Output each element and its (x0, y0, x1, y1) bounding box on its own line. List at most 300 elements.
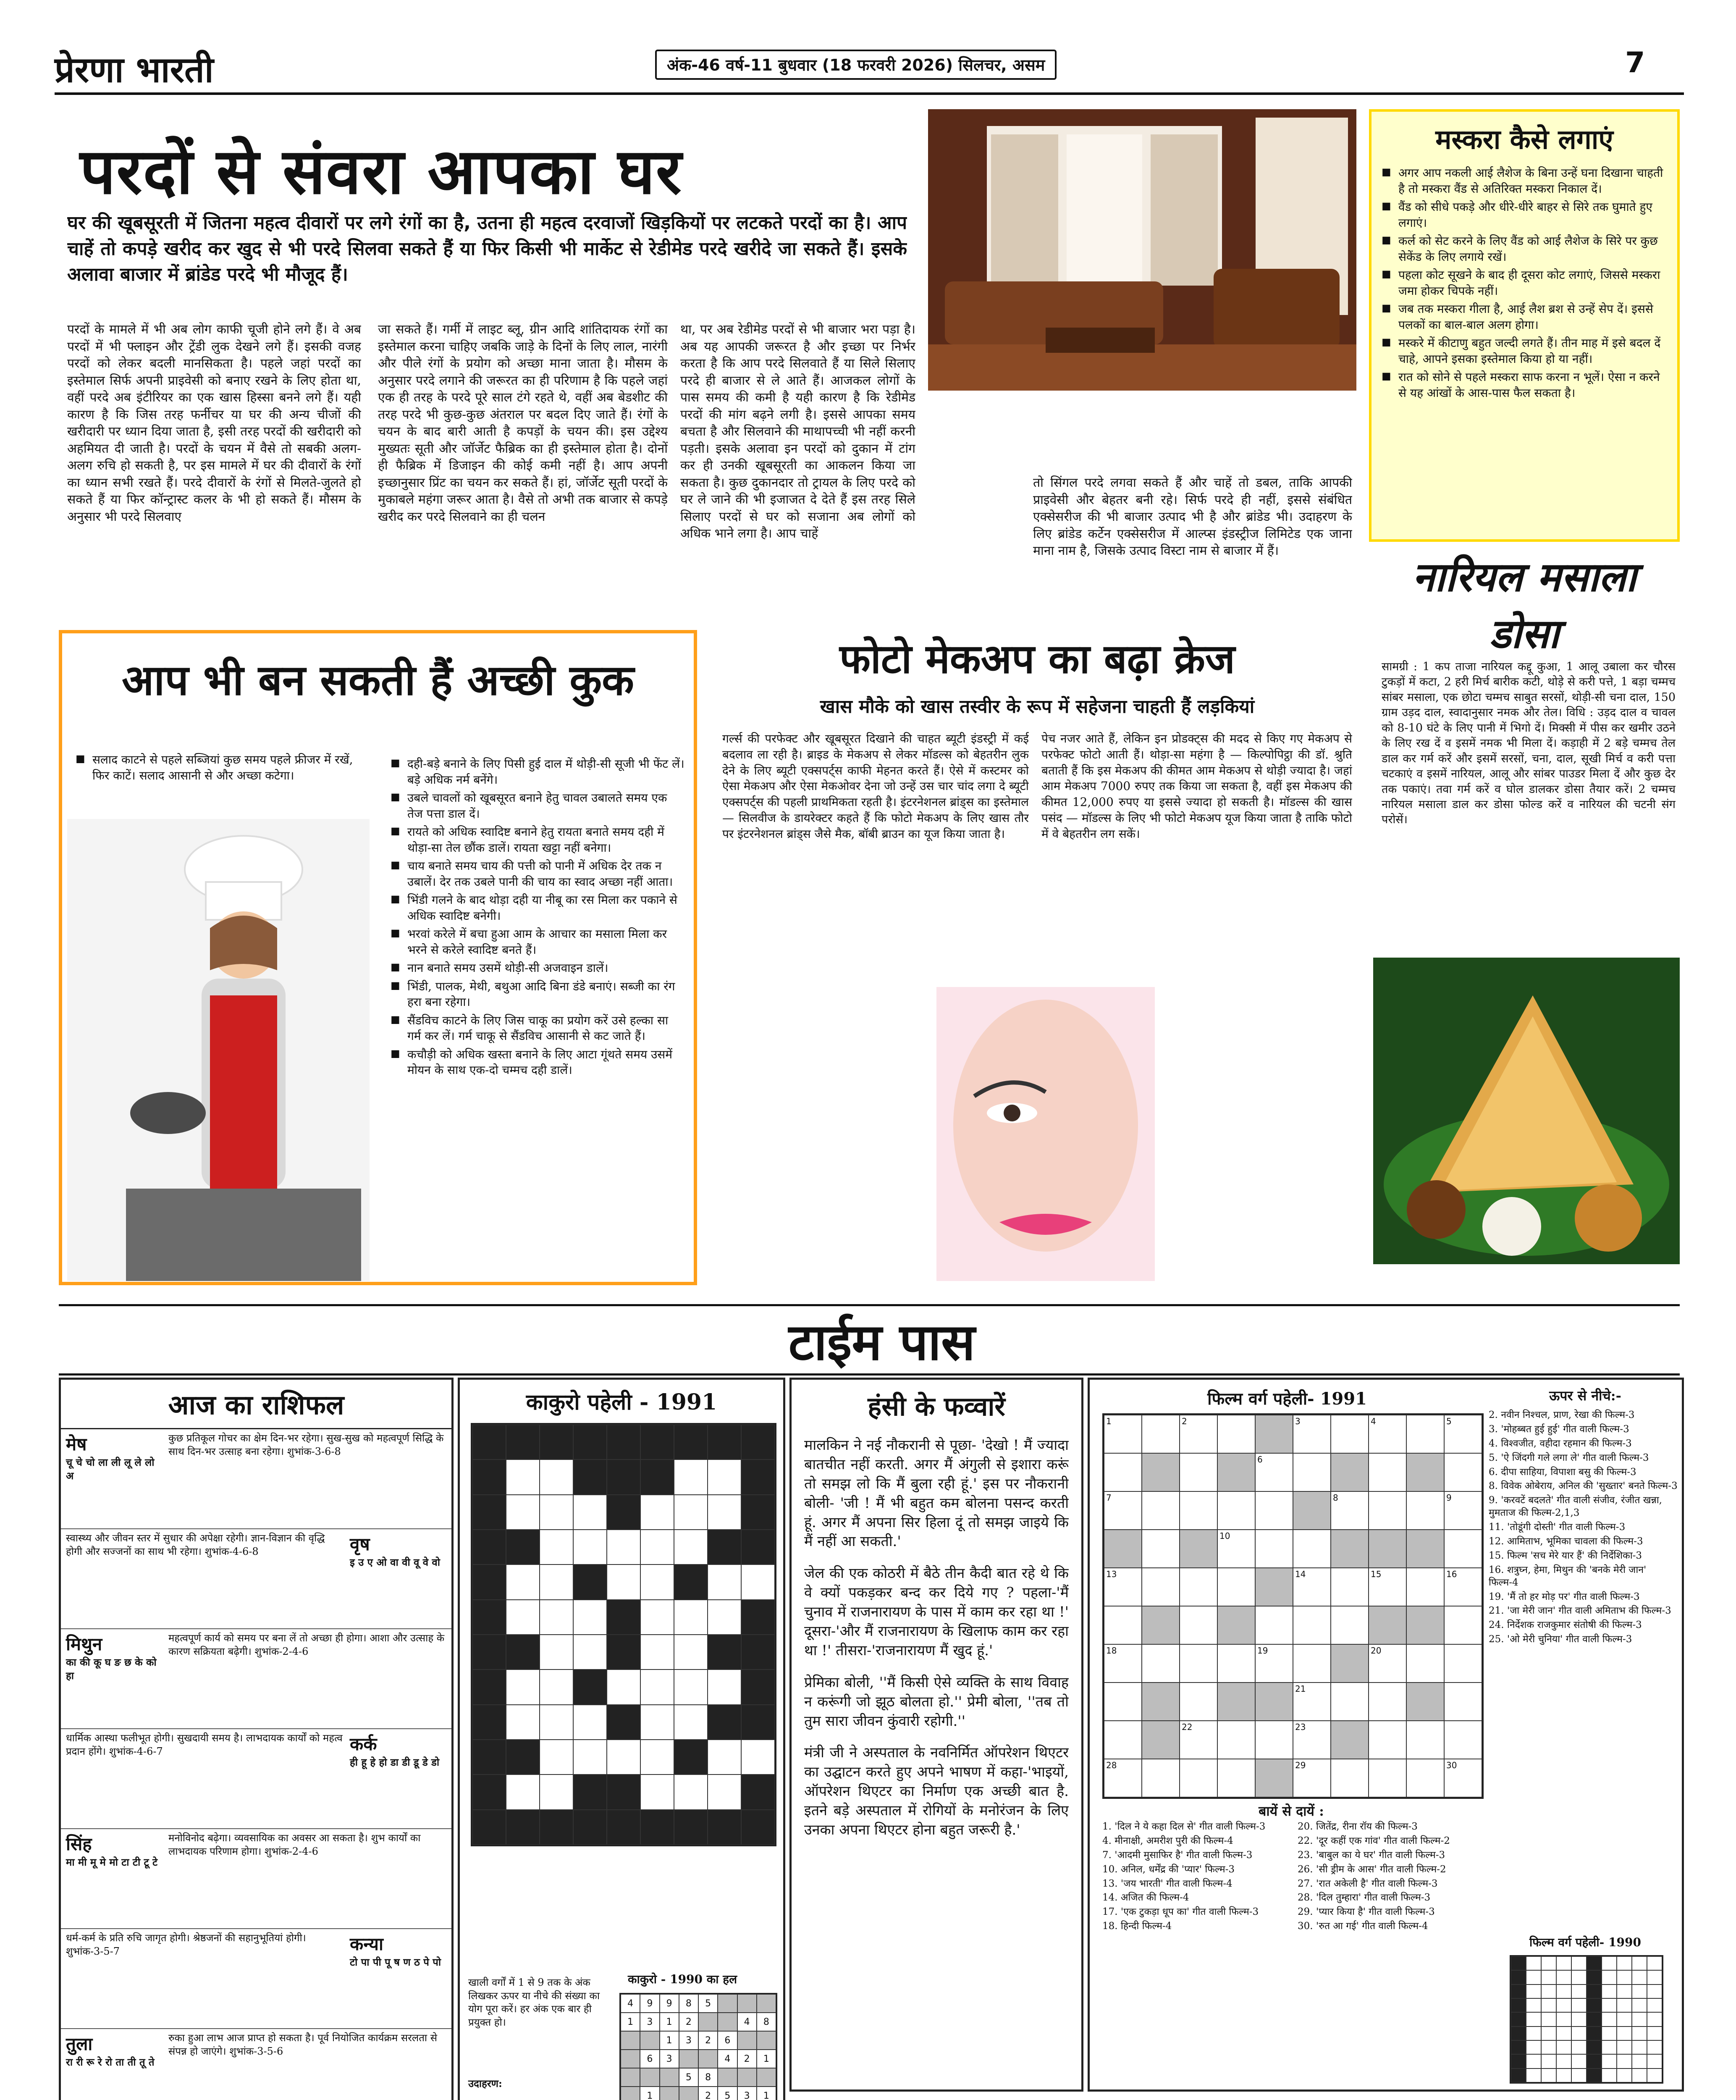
film-solution-cell (1541, 2026, 1556, 2040)
film-across-clue: 29. 'प्यार किया है' गीत वाली फिल्म-3 (1298, 1906, 1435, 1918)
kakuro-cell (640, 1530, 674, 1564)
film-crossword-box (1088, 1378, 1684, 2092)
kakuro-solution-cell: 4 (718, 2050, 737, 2068)
kakuro-clue-cell (741, 1774, 775, 1809)
mascara-tips (1382, 165, 1667, 401)
film-down-clue: 6. दीपा साहिया, विपाशा बसु की फिल्म-3 (1489, 1466, 1636, 1478)
crossword-cell (1369, 1415, 1406, 1453)
crossword-block (1369, 1606, 1406, 1644)
kakuro-clue-cell (674, 1810, 708, 1845)
kakuro-cell (708, 1600, 741, 1635)
kakuro-grid (471, 1423, 776, 1846)
dosa-photo (1373, 958, 1680, 1264)
kakuro-clue-cell (506, 1530, 540, 1564)
kakuro-clue-cell (607, 1635, 640, 1670)
crossword-cell (1104, 1415, 1142, 1453)
crossword-cell (1369, 1491, 1406, 1530)
kakuro-cell (640, 1705, 674, 1740)
kakuro-clue-cell (741, 1635, 775, 1670)
crossword-cell (1255, 1644, 1293, 1683)
crossword-cell (1444, 1530, 1482, 1568)
film-solution-cell (1617, 1970, 1632, 1984)
crossword-cell (1180, 1759, 1217, 1797)
film-across-clue: 30. 'रुत आ गई' गीत वाली फिल्म-4 (1298, 1921, 1428, 1932)
kakuro-clue-cell (607, 1774, 640, 1809)
film-solution-cell (1602, 1956, 1617, 1970)
film-solution-cell (1556, 1998, 1571, 2012)
kakuro-clue-cell (741, 1460, 775, 1494)
cell-number: 2 (1182, 1416, 1187, 1426)
film-solution-cell (1556, 2026, 1571, 2040)
cell-number: 28 (1106, 1760, 1117, 1770)
crossword-cell (1255, 1606, 1293, 1644)
rashi-name: तुला (66, 2034, 93, 2054)
crossword-cell (1217, 1491, 1255, 1530)
rashi-name: कन्या (350, 1934, 383, 1954)
kakuro-clue-cell (573, 1670, 607, 1704)
kakuro-clue-cell (741, 1530, 775, 1564)
film-solution-cell (1602, 1984, 1617, 1998)
crossword-cell (1255, 1721, 1293, 1759)
kakuro-solution-cell (737, 1994, 757, 2013)
cell-number: 6 (1257, 1454, 1263, 1465)
kakuro-cell (708, 1460, 741, 1494)
jokes-title: हंसी के फव्वारें (868, 1391, 1005, 1422)
film-across-title: बायें से दायें : (1259, 1803, 1324, 1819)
kakuro-solution-cell: 2 (679, 2013, 698, 2031)
crossword-cell (1180, 1721, 1217, 1759)
rashi-text: रुका हुआ लाभ आज प्राप्त हो सकता है। पूर्व नियोजित कार्यक्रम सरलता से संपन्न हो जाएंगे। शुभांक-3-5-6 (168, 2032, 437, 2057)
film-solution-cell (1511, 2054, 1526, 2068)
film-across-clue: 22. 'दूर कहीं एक गांव' गीत वाली फिल्म-2 (1298, 1835, 1450, 1846)
film-solution-cell (1617, 2012, 1632, 2026)
film-down-title: ऊपर से नीचे:- (1549, 1388, 1621, 1404)
cell-number: 7 (1106, 1493, 1112, 1503)
kakuro-cell (674, 1635, 708, 1670)
kakuro-cell (540, 1740, 573, 1774)
crossword-block (1142, 1606, 1180, 1644)
film-down-clue: 25. 'ओ मेरी चुनिया' गीत वाली फिल्म-3 (1489, 1634, 1632, 1645)
cook-tip: ■ नान बनाते समय उसमें थोड़ी-सी अजवाइन डालें। (391, 960, 684, 976)
kakuro-solution-cell (621, 2068, 640, 2087)
crossword-cell (1142, 1759, 1180, 1797)
crossword-cell (1293, 1644, 1331, 1683)
kakuro-solution-cell (660, 2068, 679, 2087)
kakuro-cell (741, 1740, 775, 1774)
crossword-cell (1104, 1606, 1142, 1644)
film-solution-cell (1647, 2054, 1662, 2068)
curtains-col-4: तो सिंगल परदे लगवा सकते हैं और चाहें तो डबल, ताकि आपकी प्राइवेसी और बेहतर बनी रहे। सिर्फ परदे ही नहीं, इससे संबंधित एक्सेसरीज की भी बाजार उत्पाद भी है और ब्रांडेड भी। उदाहरण के लिए ब्रांडेड कर्टेन एक्सेसरीज में आल्प्स इंडस्ट्रीज लिमिटेड एक जाना माना नाम है, जिसके उत्पाद विस्टा नाम से बाजार में हैं। (1033, 475, 1352, 558)
crossword-cell (1444, 1606, 1482, 1644)
film-solution-cell (1632, 2012, 1647, 2026)
film-down-clues (1489, 1409, 1678, 1648)
cell-number: 16 (1446, 1569, 1457, 1579)
film-solution-cell (1602, 1998, 1617, 2012)
kakuro-cell (674, 1670, 708, 1704)
crossword-cell (1180, 1606, 1217, 1644)
rashi-entry (61, 1529, 451, 1629)
film-solution-cell (1602, 2068, 1617, 2082)
film-solution-cell (1556, 2040, 1571, 2054)
rashi-text: महत्वपूर्ण कार्य को समय पर बना लें तो अच्छा ही होगा। आशा और उत्साह के कारण सक्रियता बढ़ेगी। शुभांक-2-4-6 (168, 1632, 445, 1657)
kakuro-clue-cell (741, 1600, 775, 1635)
kakuro-instructions: खाली वर्गों में 1 से 9 तक के अंक लिखकर ऊपर या नीचे की संख्या का योग पूरा करें। हर अंक एक बार ही प्रयुक्त हो। (468, 1977, 600, 2029)
film-down-clue: 11. 'तोडूंगी दोस्ती' गीत वाली फिल्म-3 (1489, 1522, 1626, 1533)
crossword-cell (1180, 1644, 1217, 1683)
film-solution-cell (1511, 2012, 1526, 2026)
crossword-cell (1369, 1453, 1406, 1491)
rashi-letters: मा मी मू मे मो टा टी टू टे (66, 1856, 158, 1868)
kakuro-solution-cell (698, 2050, 718, 2068)
kakuro-solution-cell: 1 (757, 2050, 776, 2068)
kakuro-solution-cell (718, 1994, 737, 2013)
film-solution-cell (1571, 1984, 1587, 1998)
film-solution-cell (1647, 1970, 1662, 1984)
film-solution-cell (1632, 2040, 1647, 2054)
film-solution-cell (1647, 1984, 1662, 1998)
kakuro-solution-cell: 3 (640, 2013, 659, 2031)
kakuro-clue-cell (741, 1495, 775, 1530)
kakuro-clue-cell (708, 1530, 741, 1564)
crossword-cell (1331, 1606, 1369, 1644)
curtains-col-3: था, पर अब रेडीमेड परदों से भी बाजार भरा पड़ा है। अब यह आपकी जरूरत है और इच्छा पर निर्भर करता है कि आप परदे सिलवाते हैं या सिले सिलाए परदे ही बाजार से ले आते हैं। आजकल लोगों के पास समय की कमी है यही कारण है कि रेडीमेड परदों की मांग बढ़ने लगी है। इससे आपका समय बचता है और सिलवाने की माथापच्ची भी नहीं करनी पड़ती। इसके अलावा इन परदों को दुकान में टांग कर ही उनकी खूबसूरती का आकलन किया जा सकता है। कुछ दुकानदार तो ट्रायल के लिए परदे को घर ले जाने की भी इजाजत दे देते हैं इस तरह सिले सिलाए परदों से घर को सजाना अब लोगों को अधिक भाने लगा है। आप चाहें (680, 322, 915, 541)
curtains-col-2: जा सकते हैं। गर्मी में लाइट ब्लू, ग्रीन आदि शांतिदायक रंगों का इस्तेमाल करना चाहिए जबकि जाड़े के दिनों के लिए लाल, नारंगी और पीले रंगों के प्रयोग को अच्छा माना जाता है। मौसम के अनुसार परदे लगाने की जरूरत का ही परिणाम है कि पहले जहां एक ही तरह के परदे पूरे साल टंगे रहते थे, वहीं अब बेडशीट की तरह परदे भी कुछ-कुछ अंतराल पर बदल दिए जाते हैं। रंगों के चयन के बाद बारी आती है कपड़ों के चयन की। इस उद्देश्य मुख्यतः सूती और जॉर्जेट फैब्रिक का ही इस्तेमाल होता है। दोनों ही फैब्रिक में डिजाइन की कोई कमी नहीं है। आप अपनी इच्छानुसार प्रिंट का चयन कर सकते हैं। हां, जॉर्जेट सूती परदों के मुकाबले महंगा जरूर आता है। वैसे तो अभी तक बाजार से कपड़े खरीद कर परदे सिलवाने का ही चलन (378, 322, 668, 524)
film-solution-cell (1587, 1970, 1602, 1984)
rashi-entry (61, 1929, 451, 2029)
film-solution-cell (1587, 2026, 1602, 2040)
timepass-title: टाईम पास (788, 1312, 976, 1372)
cell-number: 3 (1295, 1416, 1301, 1426)
film-solution-cell (1541, 2040, 1556, 2054)
kakuro-clue-cell (472, 1635, 506, 1670)
kakuro-cell (506, 1460, 540, 1494)
kakuro-cell (540, 1600, 573, 1635)
film-solution-cell (1526, 1956, 1541, 1970)
film-solution-cell (1511, 2068, 1526, 2082)
kakuro-clue-cell (540, 1810, 573, 1845)
film-solution-cell (1541, 2068, 1556, 2082)
film-solution-cell (1571, 2068, 1587, 2082)
kakuro-cell (607, 1670, 640, 1704)
curtains-intro: घर की खूबसूरती में जितना महत्व दीवारों पर लगे रंगों का है, उतना ही महत्व दरवाजों खिड़कियों पर लटकते परदों का है। आप चाहें तो कपड़े खरीद कर खुद से भी परदे सिलवा सकते हैं या फिर किसी भी मार्केट से रेडीमेड परदे खरीदे जा सकते हैं। इसके अलावा बाजार में ब्रांडेड परदे भी मौजूद हैं। (67, 212, 907, 286)
kakuro-cell (540, 1495, 573, 1530)
film-solution-cell (1541, 1984, 1556, 1998)
film-across-clue: 4. मीनाक्षी, अमरीश पुरी की फिल्म-4 (1102, 1835, 1233, 1846)
kakuro-cell (674, 1530, 708, 1564)
crossword-block (1142, 1683, 1180, 1721)
crossword-cell (1293, 1453, 1331, 1491)
crossword-block (1255, 1759, 1293, 1797)
crossword-cell (1217, 1644, 1255, 1683)
kakuro-cell (674, 1495, 708, 1530)
film-down-clue: 21. 'जा मेरी जान' गीत वाली अमिताभ की फिल्म-3 (1489, 1605, 1671, 1617)
film-solution-cell (1526, 1970, 1541, 1984)
kakuro-clue-cell (472, 1774, 506, 1809)
kakuro-clue-cell (573, 1460, 607, 1494)
kakuro-title: काकुरो पहेली - 1991 (526, 1389, 717, 1415)
rashi-name: सिंह (66, 1834, 92, 1854)
film-solution-cell (1541, 2012, 1556, 2026)
kakuro-clue-cell (506, 1740, 540, 1774)
kakuro-clue-cell (540, 1425, 573, 1460)
film-across-clue: 27. 'रात अकेली है' गीत वाली फिल्म-3 (1298, 1878, 1438, 1889)
kakuro-cell (607, 1530, 640, 1564)
kakuro-example-label: उदाहरण: (468, 2077, 502, 2090)
film-solution-cell (1587, 2040, 1602, 2054)
kakuro-cell (506, 1495, 540, 1530)
film-solution-cell (1526, 2026, 1541, 2040)
film-solution-cell (1632, 1984, 1647, 1998)
film-solution-cell (1526, 2054, 1541, 2068)
film-down-clue: 2. नवीन निश्चल, प्राण, रेखा की फिल्म-3 (1489, 1410, 1635, 1420)
kakuro-solution-cell (737, 2068, 757, 2087)
film-solution-cell (1647, 2040, 1662, 2054)
cook-tip: ■ भिंडी गलने के बाद थोड़ा दही या नीबू का रस मिला कर पकाने से अधिक स्वादिष्ट बनेगी। (391, 892, 684, 924)
kakuro-solution-cell: 1 (621, 2013, 640, 2031)
film-solution-cell (1526, 1984, 1541, 1998)
film-across-clue: 1. 'दिल ने ये कहा दिल से' गीत वाली फिल्म-3 (1102, 1821, 1266, 1832)
masthead-title: प्रेरणा भारती (55, 49, 214, 90)
rashi-badge-block (350, 1932, 446, 2026)
kakuro-cell (506, 1670, 540, 1704)
kakuro-solution-cell: 8 (757, 2013, 776, 2031)
crossword-cell (1180, 1453, 1217, 1491)
cook-tip: ■ दही-बड़े बनाने के लिए पिसी हुई दाल में थोड़ी-सी सूजी भी फेंट लें। बड़े अधिक नर्म बनेंगे। (391, 756, 684, 788)
kakuro-cell (640, 1495, 674, 1530)
kakuro-clue-cell (708, 1810, 741, 1845)
rashi-letters: ही हू हे हो डा डी डू डे डो (350, 1756, 440, 1768)
crossword-cell (1104, 1568, 1142, 1606)
crossword-cell (1217, 1568, 1255, 1606)
makeup-subtitle: खास मौके को खास तस्वीर के रूप में सहेजना चाहती हैं लड़कियां (820, 696, 1255, 717)
kakuro-cell (708, 1670, 741, 1704)
crossword-cell (1293, 1568, 1331, 1606)
kakuro-solution-cell: 4 (621, 1994, 640, 2013)
cook-title: आप भी बन सकती हैं अच्छी कुक (122, 655, 634, 705)
kakuro-clue-cell (472, 1530, 506, 1564)
crossword-block (1406, 1530, 1444, 1568)
crossword-cell (1293, 1530, 1331, 1568)
kakuro-solution-cell: 1 (660, 2031, 679, 2050)
joke: मंत्री जी ने अस्पताल के नवनिर्मित ऑपरेशन थिएटर का उद्घाटन करते हुए अपने भाषण में कहा-'भाइयों, ऑपरेशन थिएटर का निर्माण एक अच्छी बात है. इतने बड़े अस्पताल में रोगियों के मनोरंजन के लिए उनका अपना थिएटर होना बहुत जरूरी है.' (804, 1744, 1069, 1839)
crossword-block (1331, 1644, 1369, 1683)
kakuro-cell (540, 1774, 573, 1809)
film-solution-cell (1647, 2068, 1662, 2082)
crossword-cell (1255, 1491, 1293, 1530)
crossword-cell (1369, 1683, 1406, 1721)
crossword-cell (1369, 1644, 1406, 1683)
film-solution-cell (1511, 1970, 1526, 1984)
film-solution-cell (1587, 1956, 1602, 1970)
rashifal-box (59, 1378, 454, 2100)
kakuro-cell (573, 1495, 607, 1530)
crossword-block (1217, 1606, 1255, 1644)
kakuro-clue-cell (640, 1425, 674, 1460)
kakuro-clue-cell (472, 1810, 506, 1845)
mascara-tip: ■ जब तक मस्करा गीला है, आई लैश ब्रश से उन्हें सेप दें। इससे पलकों का बाल-बाल अलग होगा। (1382, 301, 1667, 333)
kakuro-solution-cell: 5 (679, 2068, 698, 2087)
crossword-cell (1104, 1721, 1142, 1759)
crossword-cell (1331, 1415, 1369, 1453)
film-solution-cell (1602, 2054, 1617, 2068)
film-down-clue: 8. विवेक ओबेराय, अनिल की 'सुख्तार' बनते फिल्म-3 (1489, 1480, 1678, 1492)
cell-number: 30 (1446, 1760, 1457, 1770)
film-solution-cell (1617, 2054, 1632, 2068)
kakuro-clue-cell (741, 1705, 775, 1740)
film-solution-cell (1617, 2040, 1632, 2054)
kakuro-solution-cell: 8 (679, 1994, 698, 2013)
rashi-name: कर्क (350, 1734, 377, 1754)
kakuro-cell (573, 1740, 607, 1774)
kakuro-clue-cell (607, 1425, 640, 1460)
film-solution-cell (1587, 1984, 1602, 1998)
kakuro-solution-cell (737, 2031, 757, 2050)
rashi-entry (61, 1729, 451, 1829)
kakuro-clue-cell (472, 1425, 506, 1460)
kakuro-solution-grid (619, 1993, 777, 2100)
crossword-cell (1444, 1415, 1482, 1453)
crossword-cell (1406, 1644, 1444, 1683)
cook-right-tips (391, 756, 684, 1081)
kakuro-clue-cell (741, 1670, 775, 1704)
film-across-clue: 17. 'एक टुकड़ा धूप का' गीत वाली फिल्म-3 (1102, 1906, 1259, 1918)
cell-number: 14 (1295, 1569, 1306, 1579)
crossword-cell (1142, 1568, 1180, 1606)
crossword-cell (1444, 1453, 1482, 1491)
rashi-badge-block (350, 1532, 446, 1626)
crossword-cell (1293, 1606, 1331, 1644)
kakuro-solution-cell (640, 2031, 659, 2050)
cell-number: 13 (1106, 1569, 1117, 1579)
film-solution-cell (1571, 1998, 1587, 2012)
film-solution-grid (1510, 1955, 1663, 2084)
mascara-box (1369, 109, 1680, 542)
film-down-clue: 16. शत्रुघ्न, हेमा, मिथुन की 'बनके मेरी जान' फिल्म-4 (1489, 1564, 1647, 1588)
film-down-clue: 24. निर्देशक राजकुमार संतोषी की फिल्म-3 (1489, 1620, 1642, 1631)
crossword-block (1406, 1453, 1444, 1491)
film-solution-cell (1602, 2026, 1617, 2040)
film-crossword-grid (1102, 1413, 1484, 1799)
crossword-cell (1104, 1491, 1142, 1530)
cook-tip: ■ भिंडी, पालक, मेथी, बथुआ आदि बिना डंडे बनाएं। सब्जी का रंग हरा बना रहेगा। (391, 979, 684, 1010)
rashi-badge-block (66, 1632, 163, 1726)
kakuro-clue-cell (573, 1810, 607, 1845)
rashifal-title: आज का राशिफल (61, 1380, 451, 1429)
kakuro-clue-cell (573, 1564, 607, 1599)
rashi-letters: का की कू घ ङ छ के को हा (66, 1656, 157, 1682)
rashi-badge-block (66, 1832, 163, 1926)
kakuro-solution-cell: 5 (698, 1994, 718, 2013)
film-down-clue: 3. 'मोहब्बत हुई हुई' गीत वाली फिल्म-3 (1489, 1423, 1629, 1435)
kakuro-solution-cell (679, 2050, 698, 2068)
chef-woman-photo (67, 819, 370, 1281)
rashi-text: कुछ प्रतिकूल गोचर का क्षेम दिन-भर रहेगा। सुख-सुख को महत्वपूर्ण सिद्धि के साथ दिन-भर उत्साह बना रहेगा। शुभांक-3-6-8 (168, 1432, 444, 1457)
crossword-block (1331, 1530, 1369, 1568)
kakuro-cell (708, 1740, 741, 1774)
kakuro-clue-cell (573, 1425, 607, 1460)
header-rule (55, 92, 1684, 95)
film-down-clue: 4. विश्वजीत, वहीदा रहमान की फिल्म-3 (1489, 1438, 1632, 1449)
dosa-recipe: सामग्री : 1 कप ताजा नारियल कद्दू कुआ, 1 आलू उबाला कर चौरस टुकड़ों में कटा, 2 हरी मिर्च बारीक कटी, थोड़े से करी पत्ते, 1 बड़ा चम्मच सांबर मसाला, एक छोटा चम्मच साबुत सरसों, थोड़ी-सी चना दाल, 150 ग्राम उड़द दाल, स्वादानुसार नमक और तेल। विधि : उड़द दाल व चावल को 8-10 घंटे के लिए पानी में भिगो दें। मिक्सी में पीस कर खमीर उठने के लिए रख दें व इसमें नमक भी मिला दें। कड़ाही में 2 बड़े चम्मच तेल डाल कर गर्म करें और इसमें सरसों, चना, दाल, सूखी मिर्च व करी पत्ता चटकाएं व इसमें नारियल, आलू और सांबर पाउडर मिला दें और कुछ देर तक पकाएं। तवा गर्म करें व घोल डालकर डोसा तैयार करें। 2 चम्मच नारियल मसाला डाल कर डोसा फोल्ड करें व नारियल की चटनी संग परोसें। (1382, 660, 1676, 827)
kakuro-solution-cell (757, 1994, 776, 2013)
film-solution-cell (1602, 2012, 1617, 2026)
film-solution-cell (1511, 1956, 1526, 1970)
kakuro-clue-cell (741, 1425, 775, 1460)
crossword-cell (1255, 1453, 1293, 1491)
film-solution-cell (1571, 1970, 1587, 1984)
kakuro-solution-cell: 2 (737, 2050, 757, 2068)
crossword-block (1406, 1606, 1444, 1644)
film-solution-cell (1587, 1998, 1602, 2012)
kakuro-solution-cell (718, 2068, 737, 2087)
kakuro-cell (573, 1705, 607, 1740)
film-solution-cell (1617, 1998, 1632, 2012)
dosa-title-1: नारियल मसाला (1412, 553, 1636, 601)
kakuro-solution-cell: 1 (757, 2087, 776, 2100)
kakuro-cell (640, 1564, 674, 1599)
kakuro-clue-cell (472, 1740, 506, 1774)
rashi-name: वृष (350, 1534, 370, 1554)
joke: जेल की एक कोठरी में बैठे तीन कैदी बात रहे थे कि वे क्यों पकड़कर बन्द कर दिये गए ? पहला-'मैं चुनाव में राजनारायण के पास में काम कर रहा था !' दूसरा-'और मैं राजनारायण के खिलाफ काम कर रहा था !' तीसरा-'राजनारायण मैं खुद हूं.' (804, 1565, 1069, 1659)
film-solution-cell (1632, 1970, 1647, 1984)
cell-number: 8 (1333, 1493, 1338, 1503)
crossword-cell (1406, 1759, 1444, 1797)
film-solution-cell (1571, 2054, 1587, 2068)
film-across-clue: 28. 'दिल तुम्हारा' गीत वाली फिल्म-3 (1298, 1892, 1431, 1903)
film-solution-cell (1571, 2040, 1587, 2054)
film-solution-cell (1511, 2026, 1526, 2040)
film-solution-cell (1647, 1998, 1662, 2012)
kakuro-cell (708, 1495, 741, 1530)
film-solution-cell (1632, 2068, 1647, 2082)
film-solution-cell (1526, 2012, 1541, 2026)
film-solution-cell (1556, 1956, 1571, 1970)
crossword-cell (1369, 1568, 1406, 1606)
kakuro-solution-cell: 9 (660, 1994, 679, 2013)
film-across-clue: 23. 'बाबुल का ये घर' गीत वाली फिल्म-3 (1298, 1849, 1445, 1861)
kakuro-cell (506, 1600, 540, 1635)
cell-number: 20 (1371, 1646, 1382, 1656)
film-solution-cell (1541, 1970, 1556, 1984)
mascara-tip: ■ मस्करे में कीटाणु बहुत जल्दी लगते हैं। तीन माह में इसे बदल दें चाहे, आपने इसका इस्तेमाल किया हो या नहीं। (1382, 335, 1667, 367)
makeup-col-1: गर्ल्स की परफेक्ट और खूबसूरत दिखाने की चाहत ब्यूटी इंडस्ट्री में कई बदलाव ला रही है। ब्राइड के मेकअप से लेकर मॉडल्स को बेहतरीन लुक देने के लिए ब्यूटी एक्सपर्ट्स काफी मेहनत करते हैं। ऐसे में कस्टमर को ऐसा मेकअप और ऐसा मेकओवर देना जो उन्हें उस चार चांद लगा दे ब्यूटी एक्सपर्ट्स की पहली प्राथमिकता रहती है। इंटरनेशनल ब्रांड्स का इस्तेमाल — सिलवीज के डायरेक्टर कहते हैं कि फोटो मेकअप के लिए खास तौर पर इंटरनेशनल ब्रांड्स जैसे मैक, बॉबी ब्राउन का यूज किया जाता है। (722, 732, 1029, 841)
kakuro-clue-cell (607, 1460, 640, 1494)
crossword-cell (1406, 1491, 1444, 1530)
kakuro-clue-cell (472, 1600, 506, 1635)
kakuro-cell (640, 1740, 674, 1774)
kakuro-solution-cell: 3 (660, 2050, 679, 2068)
rashi-entry (61, 1429, 451, 1529)
film-down-clue: 19. 'मैं तो हर मोड़ पर' गीत वाली फिल्म-3 (1489, 1591, 1640, 1602)
kakuro-clue-cell (607, 1600, 640, 1635)
cook-tip: ■ चाय बनाते समय चाय की पत्ती को पानी में अधिक देर तक न उबालें। देर तक उबले पानी की चाय का स्वाद अच्छा नहीं आता। (391, 858, 684, 890)
rashi-badge-block (350, 1732, 446, 1826)
jokes-box (789, 1378, 1083, 2092)
kakuro-solution-cell: 3 (737, 2087, 757, 2100)
crossword-cell (1104, 1683, 1142, 1721)
kakuro-cell (573, 1635, 607, 1670)
kakuro-cell (573, 1600, 607, 1635)
cell-number: 22 (1182, 1722, 1193, 1732)
joke: प्रेमिका बोली, ''मैं किसी ऐसे व्यक्ति के साथ विवाह न करूंगी जो झूठ बोलता हो.'' प्रेमी बोला, ''तब तो तुम सारा जीवन कुंवारी रहोगी.'' (804, 1674, 1069, 1730)
kakuro-clue-cell (506, 1425, 540, 1460)
crossword-cell (1444, 1683, 1482, 1721)
crossword-cell (1142, 1644, 1180, 1683)
crossword-block (1406, 1683, 1444, 1721)
crossword-cell (1104, 1759, 1142, 1797)
kakuro-cell (506, 1774, 540, 1809)
kakuro-solution-cell (621, 2087, 640, 2100)
